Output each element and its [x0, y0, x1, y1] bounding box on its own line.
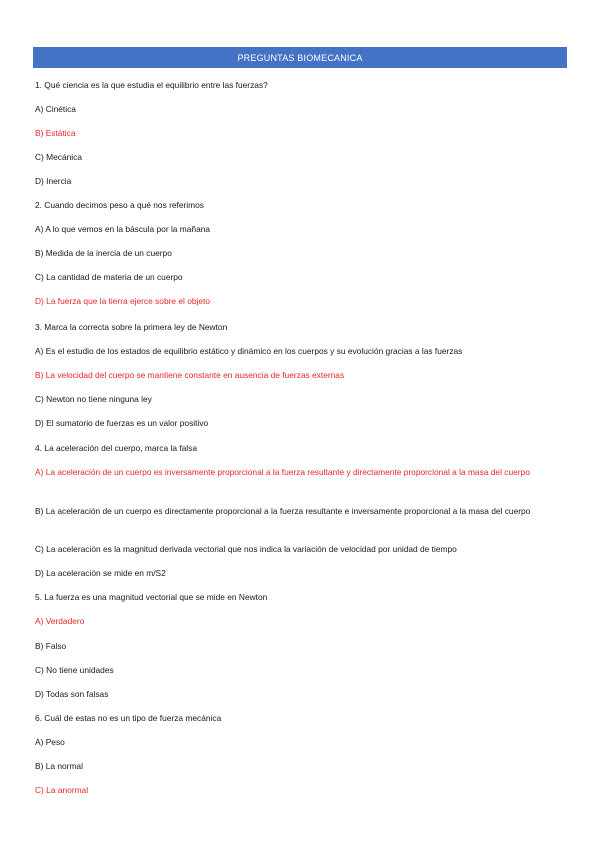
question-2: 2. Cuando decimos peso a qué nos referimos [35, 200, 204, 210]
option-3b-correct: B) La velocidad del cuerpo se mantiene constante en ausencia de fuerzas externas [35, 370, 345, 380]
question-1: 1. Qué ciencia es la que estudia el equilibrio entre las fuerzas? [35, 80, 268, 90]
option-2a: A) A lo que vemos en la báscula por la mañana [35, 224, 211, 234]
option-1c: C) Mecánica [35, 152, 83, 162]
option-5d: D) Todas son falsas [35, 689, 109, 699]
option-3a: A) Es el estudio de los estados de equilibrio estático y dinámico en los cuerpos y su evolución gracias a las fuerzas [35, 346, 463, 356]
option-5c: C) No tiene unidades [35, 665, 114, 675]
option-1b-correct: B) Estática [35, 128, 76, 138]
option-1d: D) Inercia [35, 176, 72, 186]
option-6c-correct: C) La anormal [35, 785, 89, 795]
question-4: 4. La aceleración del cuerpo, marca la falsa [35, 443, 198, 453]
option-6a: A) Peso [35, 737, 65, 747]
header-bar [33, 47, 567, 68]
option-6b: B) La normal [35, 761, 83, 771]
option-4d: D) La aceleración se mide en m/S2 [35, 568, 166, 578]
option-3d: D) El sumatorio de fuerzas es un valor positivo [35, 418, 209, 428]
option-4c: C) La aceleración es la magnitud derivada vectorial que nos indica la variación de velocidad por unidad de tiempo [35, 544, 457, 554]
option-2b: B) Medida de la inercia de un cuerpo [35, 248, 172, 258]
option-2c: C) La cantidad de materia de un cuerpo [35, 272, 183, 282]
option-4a-correct: A) La aceleración de un cuerpo es inversamente proporcional a la fuerza resultante y directamente proporcional a la masa del cuerpo [35, 467, 530, 477]
option-1a: A) Cinética [35, 104, 76, 114]
question-5: 5. La fuerza es una magnitud vectorial que se mide en Newton [35, 592, 268, 602]
option-2d-correct: D) La fuerza que la tierra ejerce sobre el objeto [35, 296, 211, 306]
header-title: PREGUNTAS BIOMECANICA [237, 52, 363, 63]
question-3: 3. Marca la correcta sobre la primera ley de Newton [35, 322, 228, 332]
option-4b: B) La aceleración de un cuerpo es directamente proporcional a la fuerza resultante e inversamente proporcional a la masa del cuerpo [35, 506, 531, 516]
option-5a-correct: A) Verdadero [35, 616, 85, 626]
question-6: 6. Cuál de estas no es un tipo de fuerza mecánica [35, 713, 222, 723]
option-3c: C) Newton no tiene ninguna ley [35, 394, 152, 404]
option-5b: B) Falso [35, 641, 67, 651]
